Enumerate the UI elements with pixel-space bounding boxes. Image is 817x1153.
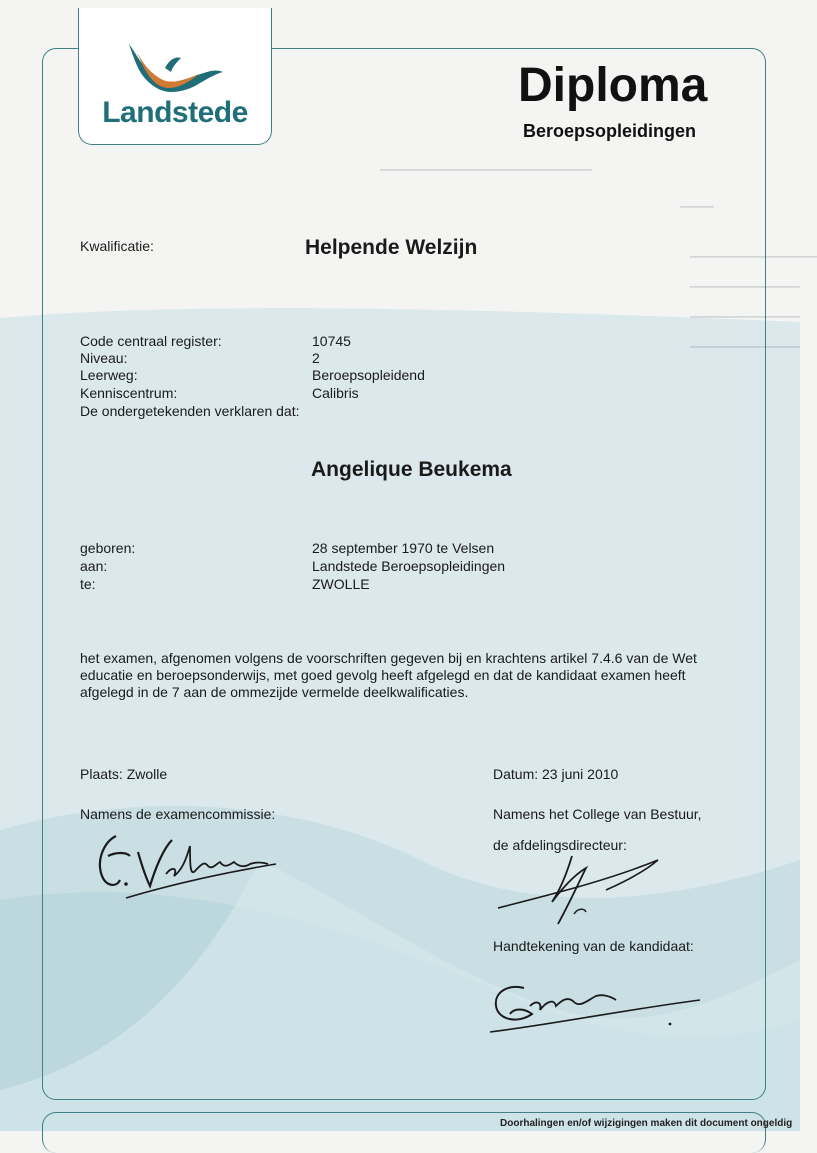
bleed-through-text: ▁▁▁▁ xyxy=(680,196,714,208)
detail-value-centre: Calibris xyxy=(312,385,359,401)
bird-logo-icon xyxy=(125,42,225,96)
candidate-name: Angelique Beukema xyxy=(311,458,512,481)
detail-value-level: 2 xyxy=(312,350,320,366)
exam-statement-line: educatie en beroepsonderwijs, met goed gevolg heeft afgelegd en dat de kandidaat examen heeft xyxy=(80,667,686,683)
director-label: de afdelingsdirecteur: xyxy=(493,837,627,853)
bleed-through-text: ▁▁▁▁▁▁▁▁▁▁▁▁▁ xyxy=(690,306,800,318)
detail-label-centre: Kenniscentrum: xyxy=(80,385,178,401)
logo-panel xyxy=(78,8,272,145)
examiner-signature xyxy=(86,826,286,906)
personal-label-born: geboren: xyxy=(80,540,136,556)
detail-value-code: 10745 xyxy=(312,333,351,349)
detail-value-pathway: Beroepsopleidend xyxy=(312,367,425,383)
detail-label-pathway: Leerweg: xyxy=(80,367,138,383)
college-label: Namens het College van Bestuur, xyxy=(493,806,702,822)
candidate-signature-label: Handtekening van de kandidaat: xyxy=(493,938,694,954)
personal-value-at: Landstede Beroepsopleidingen xyxy=(312,558,506,574)
qualification-value: Helpende Welzijn xyxy=(305,236,478,259)
personal-value-city: ZWOLLE xyxy=(312,576,370,592)
place-text: Plaats: Zwolle xyxy=(80,766,168,782)
date-text: Datum: 23 juni 2010 xyxy=(493,766,619,782)
personal-label-at: aan: xyxy=(80,558,108,574)
detail-label-level: Niveau: xyxy=(80,350,128,366)
candidate-signature xyxy=(484,966,704,1046)
bleed-through-text: ▁▁▁▁▁▁▁▁▁▁▁▁▁ xyxy=(690,276,800,288)
director-signature xyxy=(494,846,674,946)
declaration-text: De ondergetekenden verklaren dat: xyxy=(80,403,300,419)
validity-notice: Doorhalingen en/of wijzigingen maken dit document ongeldig xyxy=(500,1118,793,1129)
exam-committee-label: Namens de examencommissie: xyxy=(80,806,276,822)
personal-label-city: te: xyxy=(80,576,96,592)
bleed-through-text: ▁▁▁▁▁▁▁▁▁▁▁▁▁ xyxy=(690,336,800,348)
exam-statement-line: afgelegd in de 7 aan de ommezijde vermelde deelkwalificaties. xyxy=(80,684,469,700)
bleed-through-text: ▁▁▁▁▁▁▁▁▁▁▁▁▁▁▁ xyxy=(690,246,817,258)
detail-label-code: Code centraal register: xyxy=(80,333,222,349)
logo-wordmark: Landstede xyxy=(102,96,248,129)
qualification-label: Kwalificatie: xyxy=(80,238,154,254)
exam-statement-line: het examen, afgenomen volgens de voorschriften gegeven bij en krachtens artikel 7.4.6 van de Wet xyxy=(80,650,697,666)
personal-value-born: 28 september 1970 te Velsen xyxy=(312,540,495,556)
exam-statement xyxy=(80,650,720,701)
document-title: Diploma xyxy=(518,59,708,112)
document-subtitle: Beroepsopleidingen xyxy=(523,121,697,141)
bleed-through-text: ▁▁▁▁▁▁▁▁▁▁▁▁▁▁▁▁▁▁▁▁▁▁▁▁▁ xyxy=(380,159,592,171)
